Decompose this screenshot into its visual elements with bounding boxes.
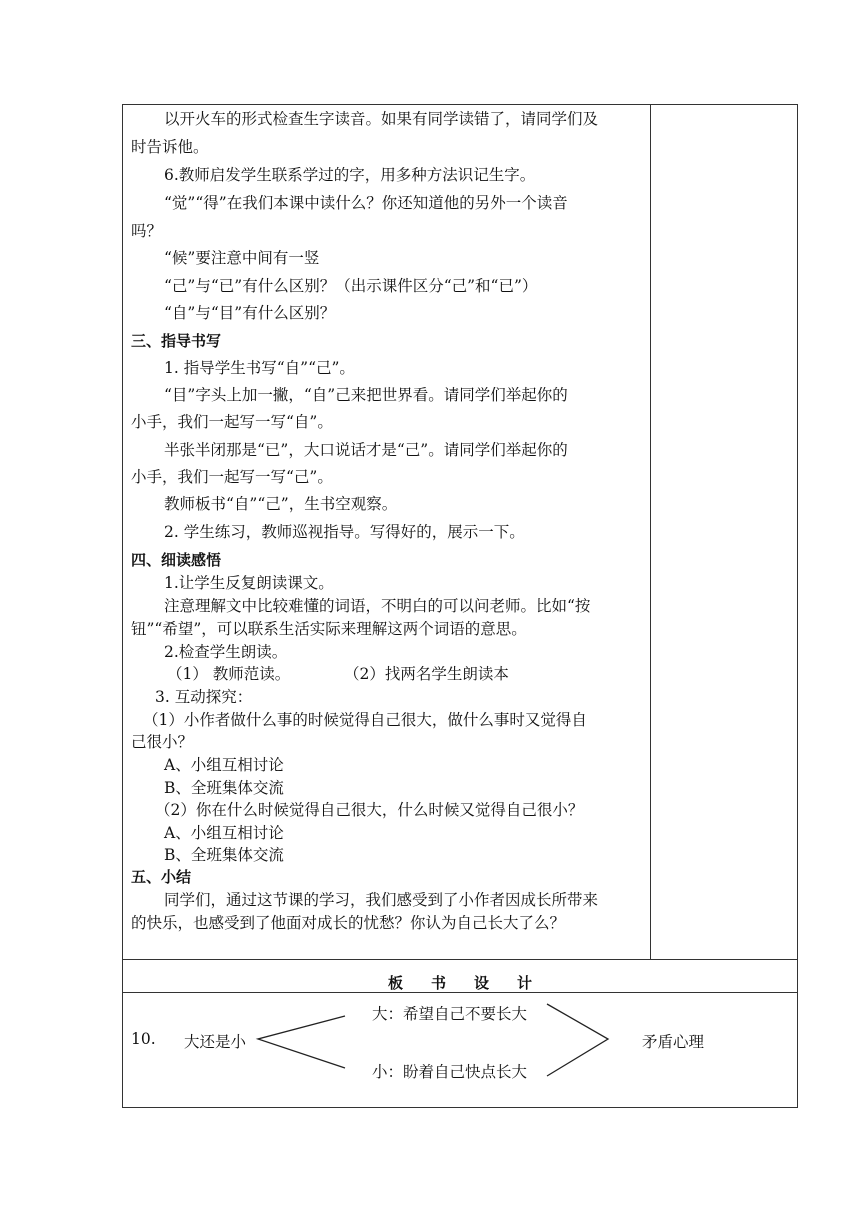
text-line: 时告诉他。 (131, 138, 209, 156)
table-border-left (122, 104, 123, 1108)
text-line: 2. 学生练习，教师巡视指导。写得好的，展示一下。 (164, 523, 525, 541)
text-line: 同学们，通过这节课的学习，我们感受到了小作者因成长所带来 (164, 891, 599, 909)
text-line: 钮”“希望”，可以联系生活实际来理解这两个词语的意思。 (131, 620, 527, 638)
text-line: 己很小？ (131, 733, 194, 751)
table-border-bottom (122, 1107, 798, 1108)
text-line: “己”与“已”有什么区别？（出示课件区分“己”和“已”） (164, 277, 538, 295)
text-line: 注意理解文中比较难懂的词语，不明白的可以问老师。比如“按 (164, 597, 591, 615)
text-line: （1） 教师范读。 (167, 665, 291, 683)
text-line: 1. 指导学生书写“自”“己”。 (164, 359, 355, 377)
text-line: “候”要注意中间有一竖 (164, 249, 320, 267)
text-line: 1.让学生反复朗读课文。 (164, 574, 334, 592)
text-line: A、小组互相讨论 (164, 756, 284, 774)
board-branch-big: 大：希望自己不要长大 (372, 1005, 528, 1023)
section-heading: 五、小结 (131, 868, 192, 886)
text-line: “自”与“目”有什么区别？ (164, 304, 336, 322)
text-line: “觉”“得”在我们本课中读什么？你还知道他的另外一个读音 (164, 194, 568, 212)
text-line: 的快乐，也感受到了他面对成长的忧愁？你认为自己长大了么？ (131, 914, 566, 932)
board-title-char: 书 (430, 974, 446, 992)
board-title-char: 板 (387, 974, 403, 992)
board-title-char: 计 (517, 974, 533, 992)
text-line: 以开火车的形式检查生字读音。如果有同学读错了，请同学们及 (164, 110, 599, 128)
text-line: 6.教师启发学生联系学过的字，用多种方法识记生字。 (164, 166, 536, 184)
text-line: B、全班集体交流 (164, 846, 284, 864)
text-line: 教师板书“自”“己”，生书空观察。 (164, 495, 398, 513)
table-border-top (122, 104, 798, 105)
left-bracket-line (258, 1016, 345, 1068)
table-border-right (797, 104, 798, 1108)
text-line: （1）小作者做什么事的时候觉得自己很大，做什么事时又觉得自 (143, 711, 587, 729)
row-divider-1 (122, 959, 798, 960)
section-heading: 三、指导书写 (131, 332, 222, 350)
text-line: （2）你在什么时候觉得自己很大，什么时候又觉得自己很小？ (155, 801, 584, 819)
text-line: 半张半闭那是“已”，大口说话才是“己”。请同学们举起你的 (164, 441, 568, 459)
text-line: 吗？ (131, 222, 163, 240)
text-line: A、小组互相讨论 (164, 824, 284, 842)
board-title-char: 设 (474, 974, 490, 992)
board-topic: 大还是小 (184, 1033, 247, 1051)
text-line: （2）找两名学生朗读本 (344, 665, 509, 683)
text-line: B、全班集体交流 (164, 779, 284, 797)
column-divider (650, 104, 651, 959)
board-design-title (122, 972, 798, 993)
text-line: 3. 互动探究： (155, 688, 253, 706)
text-line: “目”字头上加一撇，“自”己来把世界看。请同学们举起你的 (164, 386, 568, 404)
section-heading: 四、细读感悟 (131, 551, 222, 569)
board-branch-small: 小：盼着自己快点长大 (372, 1063, 528, 1081)
text-line: 小手，我们一起写一写“自”。 (131, 413, 333, 431)
text-line: 2.检查学生朗读。 (164, 643, 288, 661)
board-number: 10. (131, 1030, 156, 1048)
text-line: 小手，我们一起写一写“己”。 (131, 468, 333, 486)
right-bracket-line (547, 1004, 608, 1076)
board-conclusion: 矛盾心理 (642, 1033, 705, 1051)
